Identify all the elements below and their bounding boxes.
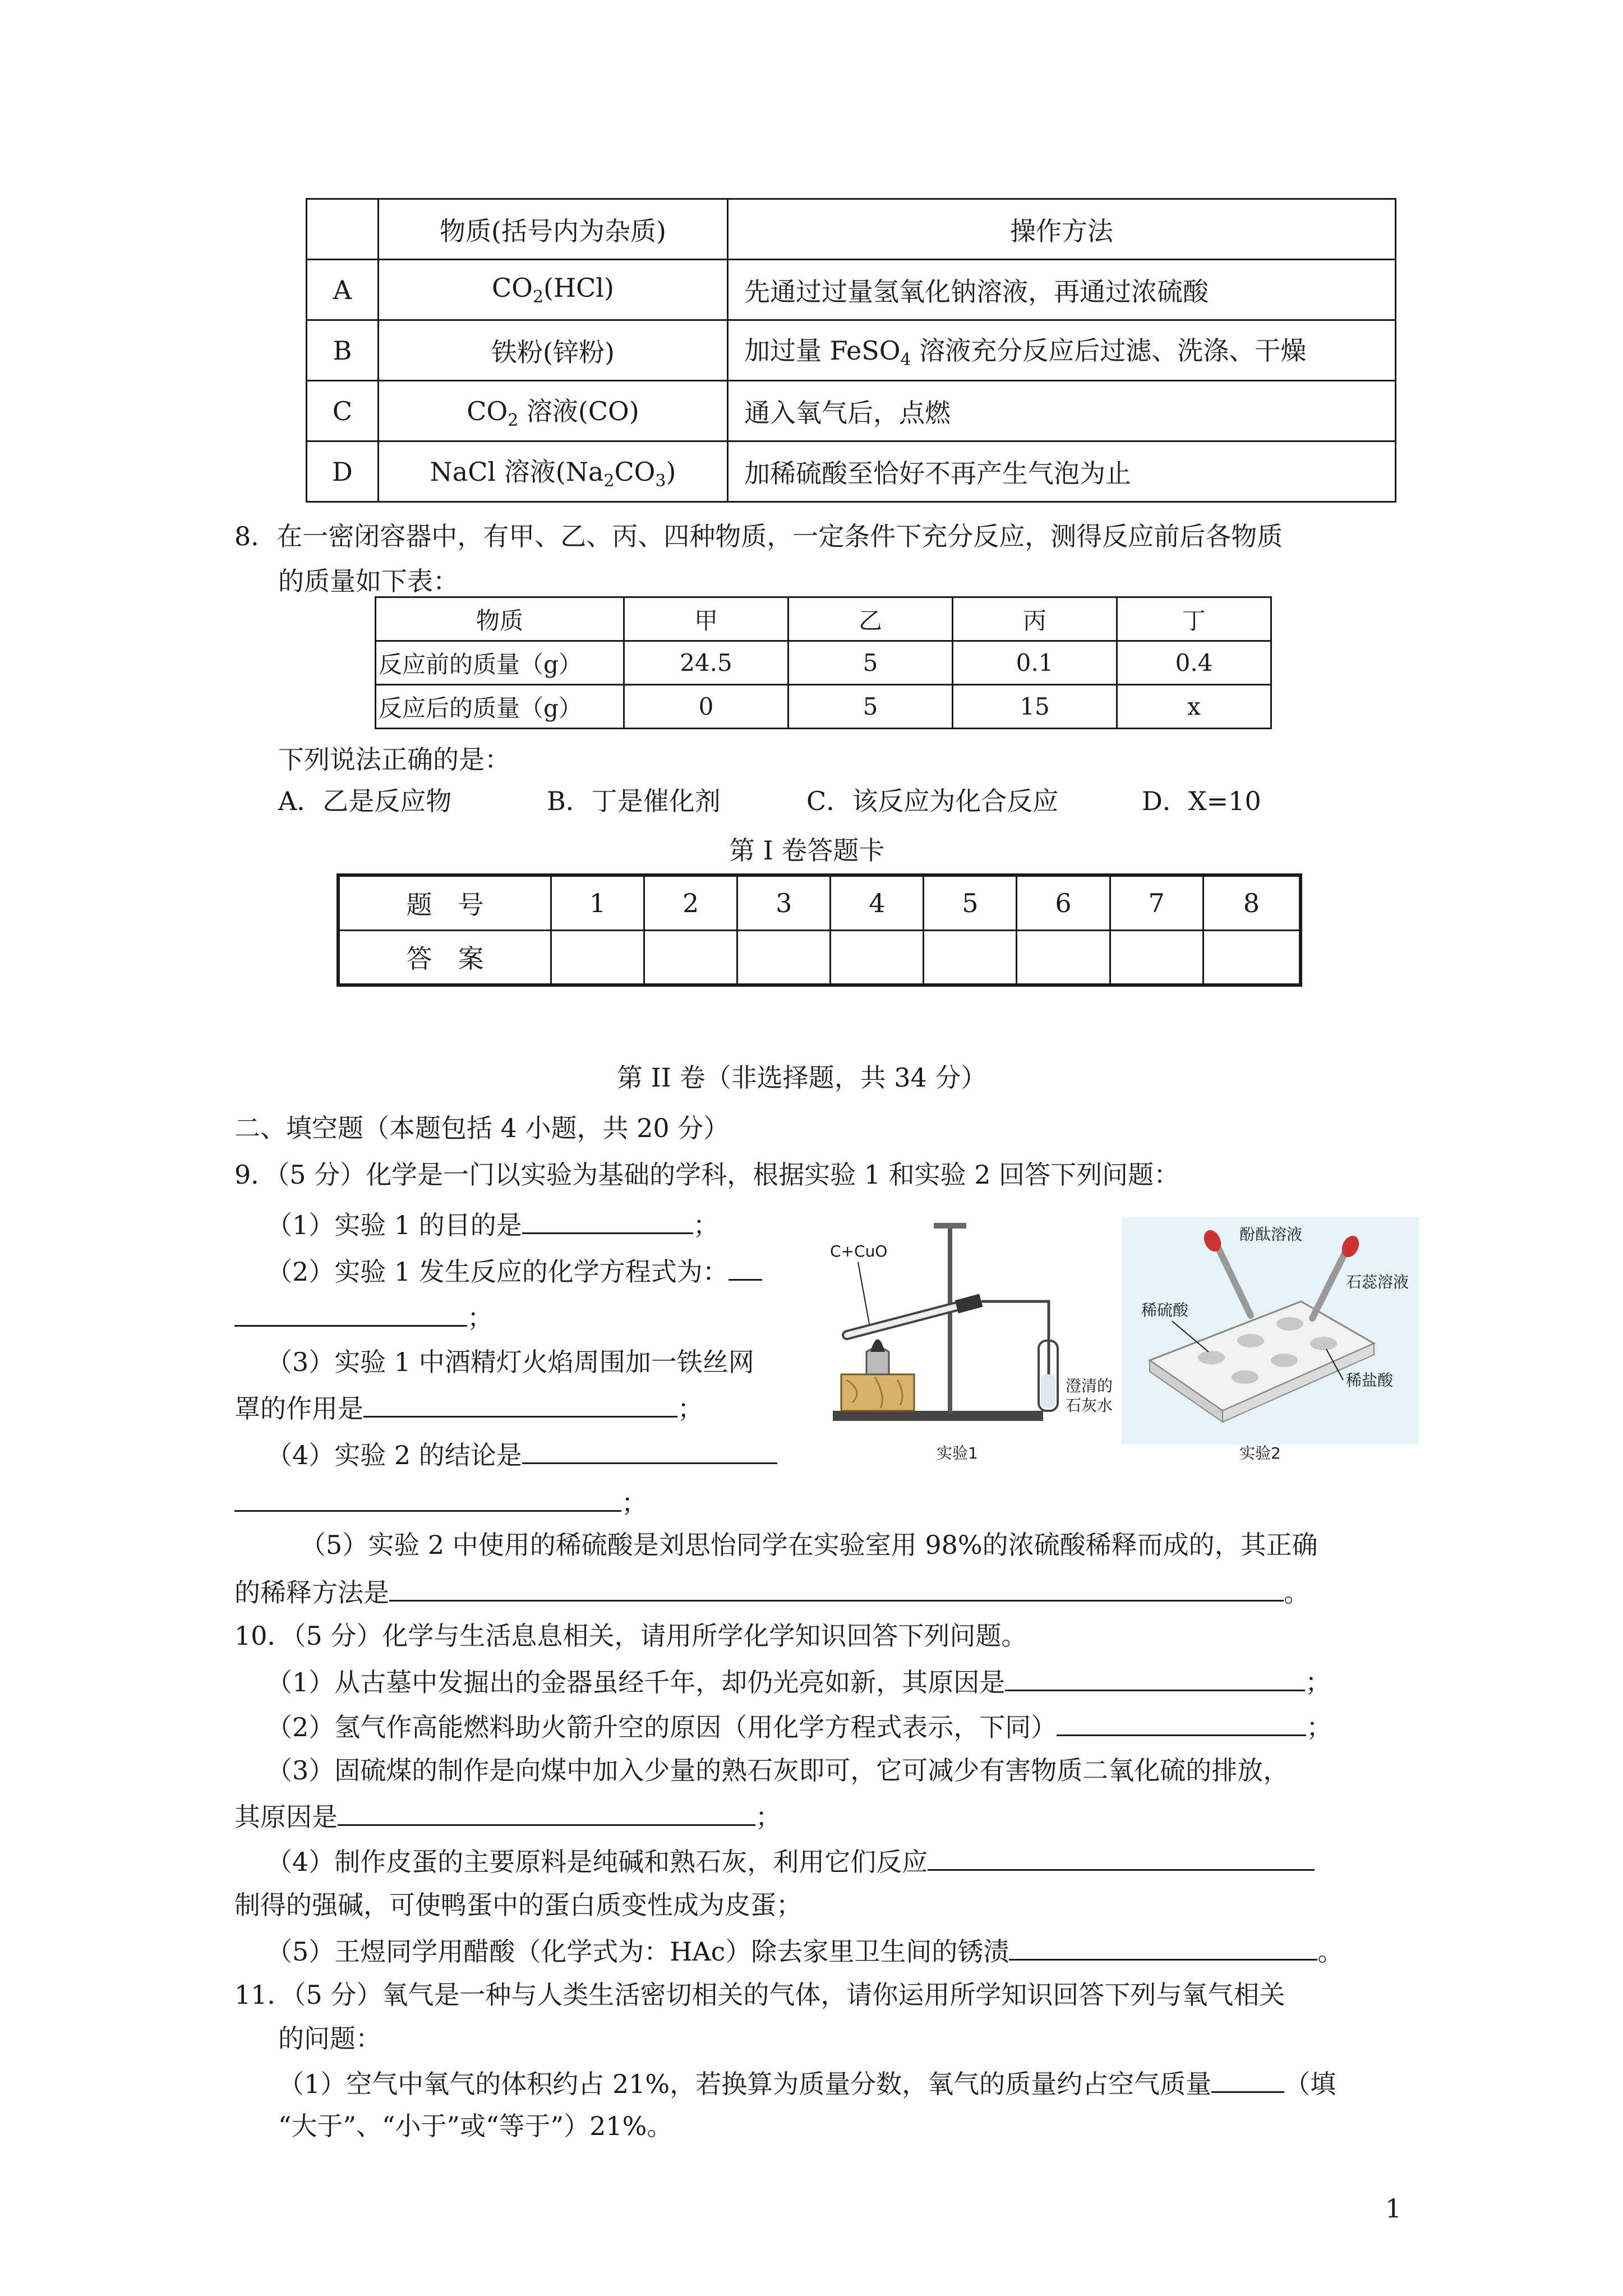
q7-row-c-letter: C bbox=[307, 381, 379, 441]
figure-label-experiment-2: 实验2 bbox=[1239, 1444, 1281, 1462]
answer-card-title: 第 I 卷答题卡 bbox=[729, 835, 885, 866]
q10-blank-1[interactable] bbox=[1005, 1660, 1305, 1691]
q9-figure bbox=[808, 1217, 1419, 1467]
q7-row-a-method: 先通过过量氢氧化钠溶液，再通过浓硫酸 bbox=[728, 260, 1396, 320]
answer-card-num-1: 1 bbox=[551, 875, 644, 930]
q9-sub1: （1）实验 1 的目的是 ； bbox=[266, 1203, 719, 1242]
q8-header-bing: 丙 bbox=[953, 597, 1117, 641]
q10-sub3-line2: 其原因是 ； bbox=[234, 1795, 781, 1834]
answer-card-num-8: 8 bbox=[1203, 875, 1301, 930]
q9-sub4: （4）实验 2 的结论是 bbox=[266, 1433, 777, 1472]
q9-blank-3[interactable] bbox=[363, 1387, 677, 1418]
q8-row-after-bing: 15 bbox=[953, 685, 1117, 729]
q9-stem: 9．（5 分）化学是一门以实验为基础的学科，根据实验 1 和实验 2 回答下列问题： bbox=[234, 1159, 1180, 1190]
q8-row-after-jia: 0 bbox=[624, 685, 789, 729]
answer-cell-1[interactable] bbox=[551, 930, 644, 985]
q7-row-d-method: 加稀硫酸至恰好不再产生气泡为止 bbox=[728, 441, 1396, 502]
experiment-2-apparatus bbox=[1122, 1217, 1419, 1444]
q8-option-a: A．乙是反应物 bbox=[278, 786, 452, 816]
figure-hydrochloric-acid-label: 稀盐酸 bbox=[1346, 1371, 1394, 1389]
q8-row-after-yi: 5 bbox=[789, 685, 953, 729]
answer-card-num-5: 5 bbox=[924, 875, 1017, 930]
q7-row-c-method: 通入氧气后，点燃 bbox=[728, 381, 1396, 441]
q7-row-a-letter: A bbox=[307, 260, 379, 320]
q11-blank-1[interactable] bbox=[1211, 2062, 1284, 2093]
q9-blank-2b[interactable] bbox=[234, 1296, 467, 1327]
answer-card-num-6: 6 bbox=[1017, 875, 1110, 930]
answer-card-num-3: 3 bbox=[737, 875, 831, 930]
answer-cell-7[interactable] bbox=[1110, 930, 1203, 985]
figure-label-experiment-1: 实验1 bbox=[937, 1444, 978, 1462]
q9-sub4-line2: ； bbox=[234, 1481, 647, 1520]
q10-blank-2[interactable] bbox=[1057, 1705, 1306, 1736]
q10-sub2: （2）氢气作高能燃料助火箭升空的原因（用化学方程式表示，下同） ； bbox=[266, 1705, 1332, 1744]
q9-sub3-line2: 罩的作用是 ； bbox=[234, 1387, 703, 1425]
answer-cell-5[interactable] bbox=[924, 930, 1017, 985]
q9-sub5-line2: 的稀释方法是 。 bbox=[234, 1571, 1310, 1609]
q9-sub2: （2）实验 1 发生反应的化学方程式为： bbox=[266, 1250, 762, 1289]
q9-blank-4a[interactable] bbox=[522, 1433, 777, 1464]
answer-card-num-2: 2 bbox=[644, 875, 737, 930]
q8-header-yi: 乙 bbox=[789, 597, 953, 641]
q10-blank-3[interactable] bbox=[338, 1795, 755, 1826]
q11-stem-line1: 11．（5 分）氧气是一种与人类生活密切相关的气体，请你运用所学知识回答下列与氧气相关 bbox=[234, 1980, 1285, 2010]
q9-blank-1[interactable] bbox=[522, 1203, 693, 1234]
q7-row-d-substance: NaCl 溶液$(Na_2CO_3)$ bbox=[379, 441, 728, 502]
answer-card-label-answer: 答 案 bbox=[338, 930, 551, 985]
q8-option-c: C．该反应为化合反应 bbox=[806, 786, 1059, 816]
figure-sulfuric-acid-label: 稀硫酸 bbox=[1141, 1301, 1189, 1319]
q8-row-before-jia: 24.5 bbox=[624, 641, 789, 685]
q7-header-substance: 物质(括号内为杂质) bbox=[379, 199, 728, 260]
q9-blank-4b[interactable] bbox=[234, 1481, 621, 1512]
q9-blank-5[interactable] bbox=[389, 1571, 1284, 1602]
q8-row-before-bing: 0.1 bbox=[953, 641, 1117, 685]
part2-section: 二、填空题（本题包括 4 小题，共 20 分） bbox=[234, 1113, 730, 1143]
q7-header-blank bbox=[307, 199, 379, 260]
q11-stem-line2: 的问题： bbox=[278, 2023, 381, 2054]
figure-tube-label: C+CuO bbox=[830, 1242, 888, 1260]
q10-sub4-line2: 制得的强碱，可使鸭蛋中的蛋白质变性成为皮蛋； bbox=[234, 1890, 802, 1920]
figure-limewater-label-2: 石灰水 bbox=[1066, 1396, 1113, 1415]
q8-header-ding: 丁 bbox=[1117, 597, 1271, 641]
answer-cell-6[interactable] bbox=[1017, 930, 1110, 985]
q7-row-b-method: 加过量 FeSO$_4$ 溶液充分反应后过滤、洗涤、干燥 bbox=[728, 320, 1396, 381]
q7-row-b-letter: B bbox=[307, 320, 379, 381]
answer-card-num-7: 7 bbox=[1110, 875, 1203, 930]
answer-card-table bbox=[336, 873, 1302, 987]
q8-option-b: B．丁是催化剂 bbox=[547, 786, 721, 816]
answer-card-label-number: 题 号 bbox=[338, 875, 551, 930]
page-number: 1 bbox=[1385, 2193, 1402, 2224]
q10-stem: 10．（5 分）化学与生活息息相关，请用所学化学知识回答下列问题。 bbox=[234, 1621, 1027, 1651]
q8-stem-line2: 的质量如下表： bbox=[278, 566, 459, 596]
q10-sub3-line1: （3）固硫煤的制作是向煤中加入少量的熟石灰即可，它可减少有害物质二氧化硫的排放， bbox=[266, 1755, 1289, 1786]
part2-title: 第 II 卷（非选择题，共 34 分） bbox=[617, 1062, 987, 1093]
q8-header-substance: 物质 bbox=[376, 597, 624, 641]
q8-table bbox=[375, 596, 1272, 729]
q8-row-after-label: 反应后的质量（g） bbox=[376, 685, 624, 729]
q10-sub4-line1: （4）制作皮蛋的主要原料是纯碱和熟石灰，利用它们反应 bbox=[266, 1840, 1315, 1879]
q8-row-before-yi: 5 bbox=[789, 641, 953, 685]
figure-phenolphthalein-label: 酚酞溶液 bbox=[1239, 1225, 1303, 1244]
q11-sub1-line2: “大于”、“小于”或“等于”）21%。 bbox=[278, 2111, 673, 2141]
q7-row-b-substance: 铁粉(锌粉) bbox=[379, 320, 728, 381]
q9-sub2-line2: ； bbox=[234, 1296, 493, 1335]
q10-blank-5[interactable] bbox=[1009, 1930, 1317, 1961]
answer-cell-8[interactable] bbox=[1203, 930, 1301, 985]
q7-row-a-substance: $CO_2(HCl)$ bbox=[379, 260, 728, 320]
q9-sub3-line1: （3）实验 1 中酒精灯火焰周围加一铁丝网 bbox=[266, 1347, 754, 1377]
q10-blank-4[interactable] bbox=[928, 1840, 1315, 1871]
q7-table bbox=[306, 198, 1396, 503]
answer-cell-2[interactable] bbox=[644, 930, 737, 985]
figure-limewater-label-1: 澄清的 bbox=[1066, 1377, 1113, 1395]
q8-stem-line1: 8．在一密闭容器中，有甲、乙、丙、四种物质，一定条件下充分反应，测得反应前后各物质 bbox=[234, 521, 1283, 551]
q7-row-d-letter: D bbox=[307, 441, 379, 502]
q7-row-c-substance: $CO_2$ 溶液(CO) bbox=[379, 381, 728, 441]
q8-row-before-ding: 0.4 bbox=[1117, 641, 1271, 685]
figure-litmus-label: 石蕊溶液 bbox=[1346, 1273, 1409, 1291]
q10-sub5: （5）王煜同学用醋酸（化学式为：HAc）除去家里卫生间的锈渍 。 bbox=[266, 1930, 1343, 1968]
q8-option-d: D．X=10 bbox=[1142, 786, 1261, 816]
answer-card-num-4: 4 bbox=[831, 875, 924, 930]
q10-sub1: （1）从古墓中发掘出的金器虽经千年，却仍光亮如新，其原因是 ； bbox=[266, 1660, 1331, 1699]
q7-header-method: 操作方法 bbox=[728, 199, 1396, 260]
q9-blank-2a[interactable] bbox=[728, 1250, 762, 1281]
q8-prompt: 下列说法正确的是： bbox=[278, 744, 510, 775]
q8-row-after-ding: x bbox=[1117, 685, 1271, 729]
answer-cell-4[interactable] bbox=[831, 930, 924, 985]
q8-row-before-label: 反应前的质量（g） bbox=[376, 641, 624, 685]
q8-header-jia: 甲 bbox=[624, 597, 789, 641]
q9-sub5-line1: （5）实验 2 中使用的稀硫酸是刘思怡同学在实验室用 98%的浓硫酸稀释而成的，其正确 bbox=[300, 1530, 1318, 1560]
q11-sub1-line1: （1）空气中氧气的体积约占 21%，若换算为质量分数，氧气的质量约占空气质量 （填 bbox=[278, 2062, 1336, 2101]
answer-cell-3[interactable] bbox=[737, 930, 831, 985]
